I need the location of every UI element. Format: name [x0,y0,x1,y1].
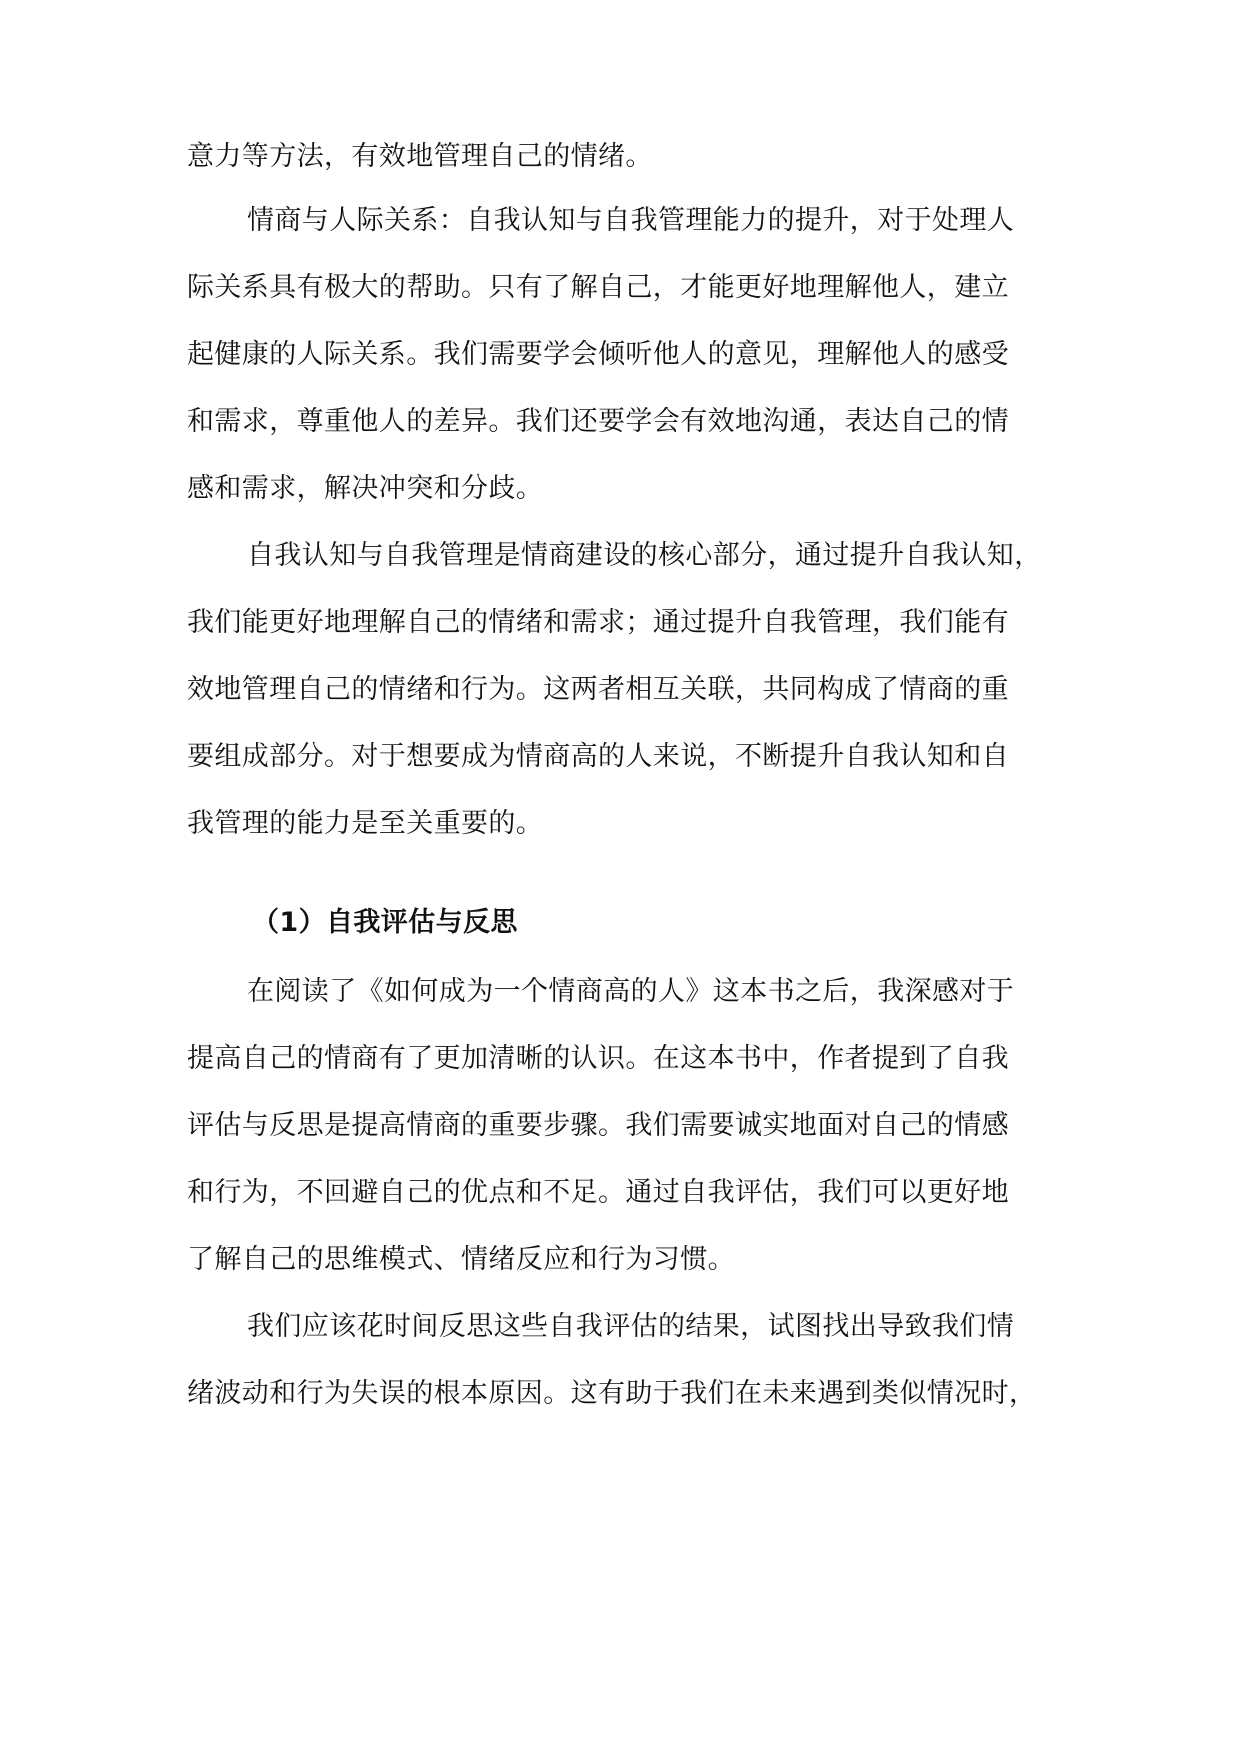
paragraph-4-line-3: 评估与反思是提高情商的重要步骤。我们需要诚实地面对自己的情感 [187,1110,1009,1141]
paragraph-4-line-5: 了解自己的思维模式、情绪反应和行为习惯。 [187,1244,735,1275]
paragraph-4-line-2: 提高自己的情商有了更加清晰的认识。在这本书中，作者提到了自我 [187,1043,1009,1074]
paragraph-2-line-3: 起健康的人际关系。我们需要学会倾听他人的意见，理解他人的感受 [187,339,1009,370]
paragraph-2-line-5: 感和需求，解决冲突和分歧。 [187,473,544,504]
paragraph-2-line-1: 情商与人际关系：自我认知与自我管理能力的提升，对于处理人 [247,205,1015,236]
paragraph-5-line-1: 我们应该花时间反思这些自我评估的结果，试图找出导致我们情 [247,1311,1015,1342]
paragraph-3-line-3: 效地管理自己的情绪和行为。这两者相互关联，共同构成了情商的重 [187,674,1009,705]
paragraph-4-line-1: 在阅读了《如何成为一个情商高的人》这本书之后，我深感对于 [247,976,1015,1007]
section-heading: （1）自我评估与反思 [252,907,518,938]
paragraph-2-line-4: 和需求，尊重他人的差异。我们还要学会有效地沟通，表达自己的情 [187,406,1009,437]
paragraph-3-line-1: 自我认知与自我管理是情商建设的核心部分，通过提升自我认知， [247,540,1042,571]
paragraph-1-line-1: 意力等方法，有效地管理自己的情绪。 [187,141,653,172]
paragraph-5-line-2: 绪波动和行为失误的根本原因。这有助于我们在未来遇到类似情况时， [187,1378,1037,1409]
paragraph-3-line-4: 要组成部分。对于想要成为情商高的人来说，不断提升自我认知和自 [187,741,1009,772]
paragraph-4-line-4: 和行为，不回避自己的优点和不足。通过自我评估，我们可以更好地 [187,1177,1009,1208]
paragraph-3-line-2: 我们能更好地理解自己的情绪和需求；通过提升自我管理，我们能有 [187,607,1009,638]
paragraph-2-line-2: 际关系具有极大的帮助。只有了解自己，才能更好地理解他人，建立 [187,272,1009,303]
paragraph-3-line-5: 我管理的能力是至关重要的。 [187,808,544,839]
